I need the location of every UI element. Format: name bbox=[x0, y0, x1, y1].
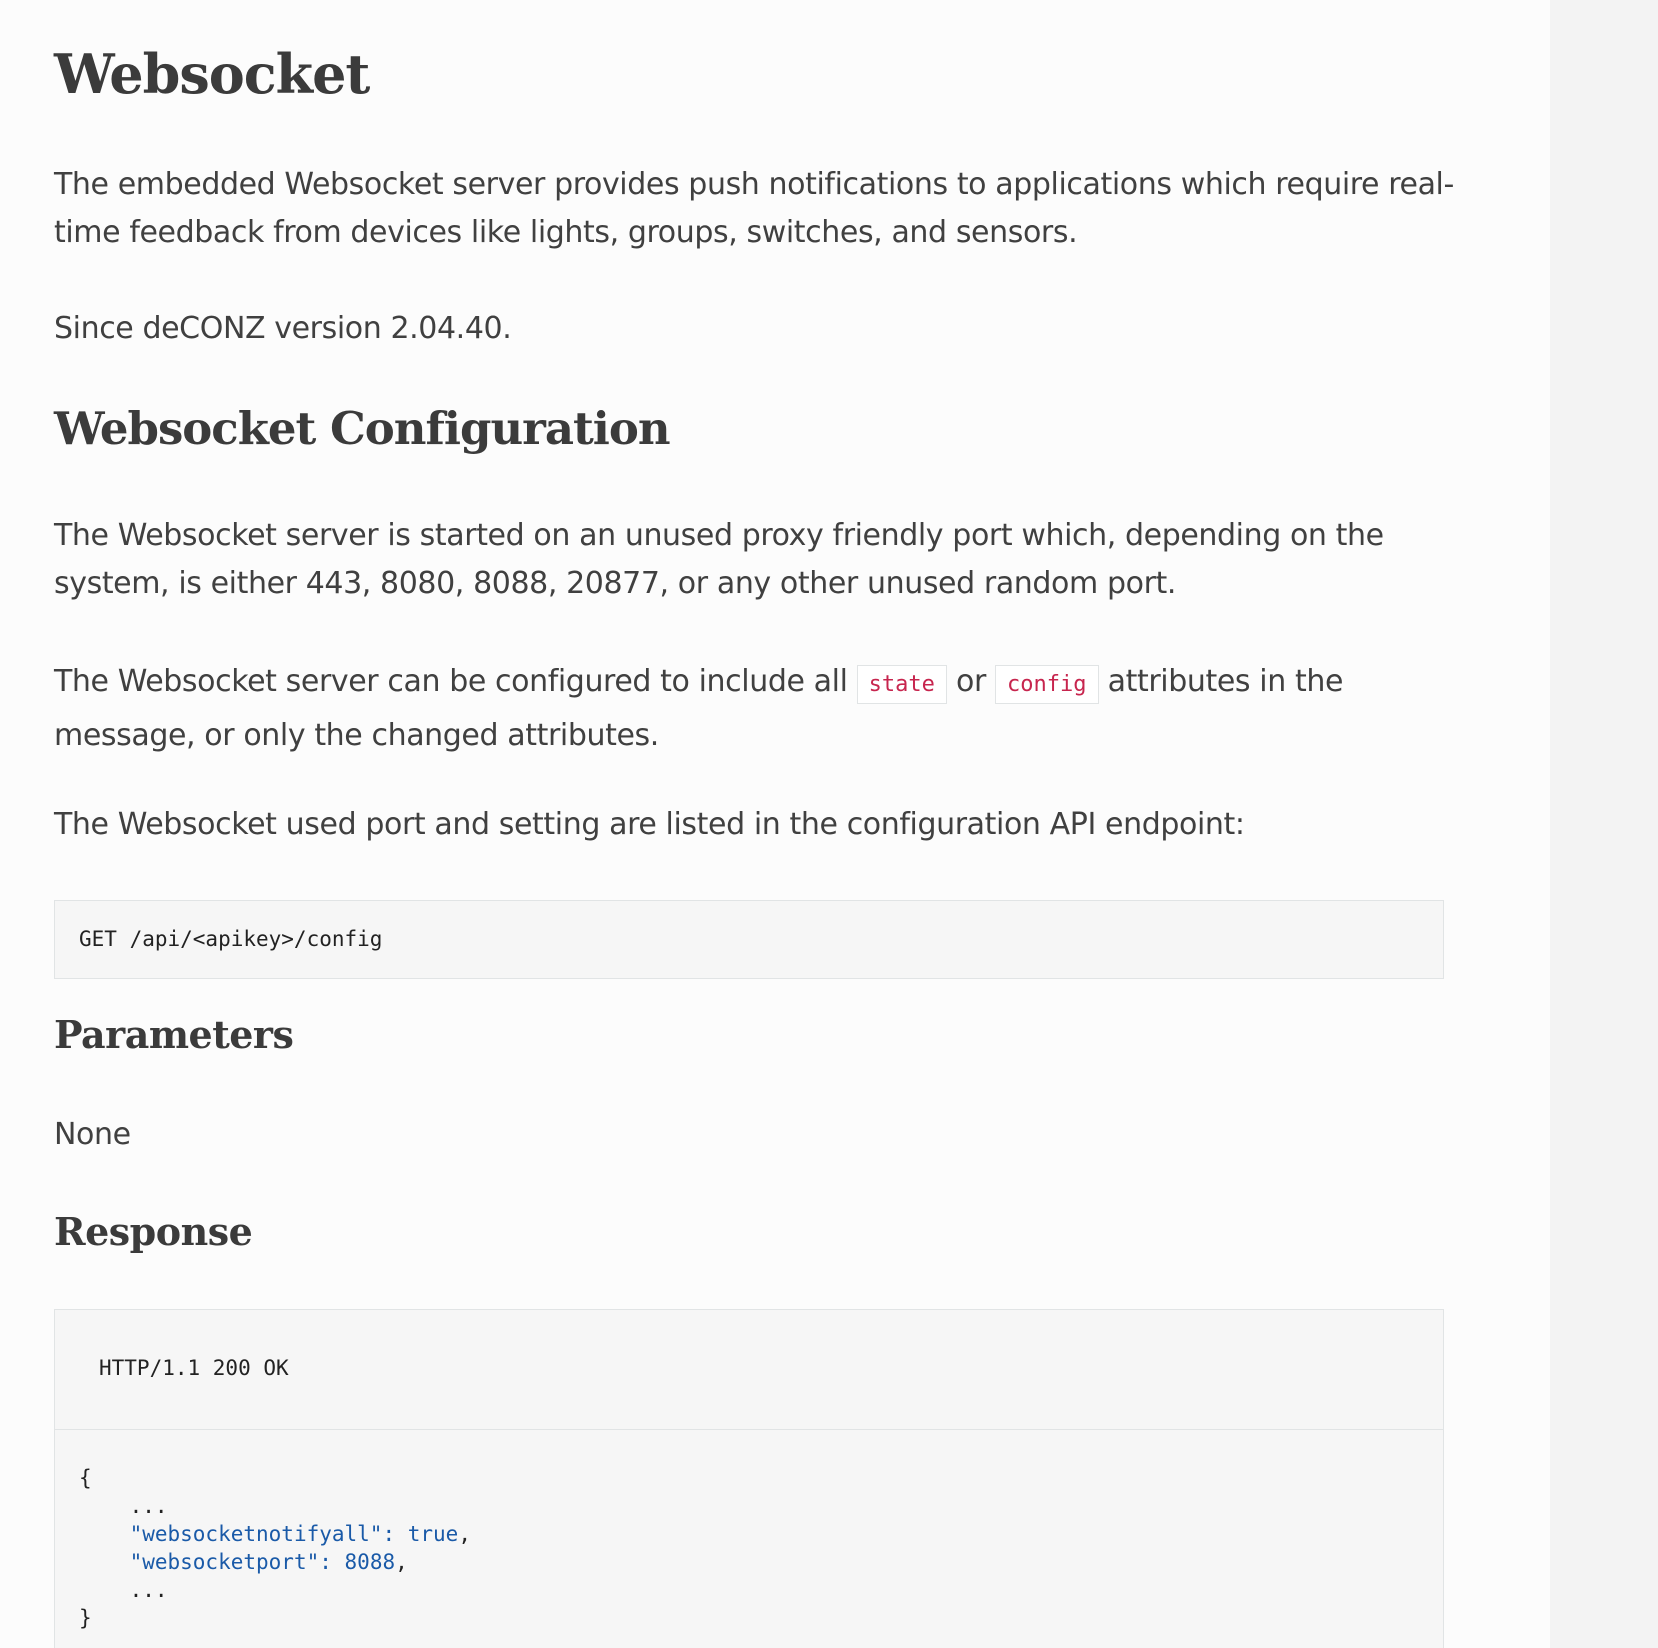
request-line: GET /api/<apikey>/config bbox=[79, 927, 383, 951]
response-code-block bbox=[54, 1309, 1444, 1648]
endpoint-paragraph: The Websocket used port and setting are listed in the configuration API endpoint: bbox=[54, 807, 1245, 842]
json-ellipsis-bottom: ... bbox=[129, 1578, 168, 1602]
intro-paragraph: The embedded Websocket server provides push notifications to applications which require real-time feedback from devices like lights, groups, switches, and sensors. bbox=[54, 167, 1454, 250]
json-key-websocketnotifyall: "websocketnotifyall" bbox=[129, 1522, 383, 1546]
config-heading: Websocket Configuration bbox=[54, 402, 670, 455]
json-value-websocketport: 8088 bbox=[344, 1550, 396, 1574]
page-title: Websocket bbox=[54, 42, 370, 106]
right-sidebar-gutter bbox=[1550, 0, 1658, 1648]
port-paragraph: The Websocket server is started on an unused proxy friendly port which, depending on the system, is either 443, 8080, 8088, 20877, or any other unused random port. bbox=[54, 518, 1384, 601]
json-close-brace: } bbox=[79, 1606, 92, 1630]
config-code: config bbox=[995, 665, 1098, 704]
attributes-text-before: The Websocket server can be configured to include all bbox=[54, 664, 857, 699]
attributes-text-between: or bbox=[946, 664, 996, 699]
json-open-brace: { bbox=[79, 1466, 92, 1490]
response-status bbox=[55, 1310, 1443, 1430]
attributes-paragraph bbox=[54, 656, 1454, 761]
state-code: state bbox=[857, 665, 947, 704]
attributes-text-after: attributes in the message, or only the changed attributes. bbox=[54, 664, 1344, 753]
response-heading: Response bbox=[54, 1209, 253, 1254]
response-body: { ... "websocketnotifyall": true, "websocketport": 8088, ... } bbox=[79, 1466, 471, 1630]
version-note: Since deCONZ version 2.04.40. bbox=[54, 311, 512, 346]
json-ellipsis-top: ... bbox=[129, 1494, 168, 1518]
request-code-block bbox=[54, 900, 1444, 979]
json-key-websocketport: "websocketport" bbox=[129, 1550, 320, 1574]
parameters-heading: Parameters bbox=[54, 1012, 294, 1057]
json-value-websocketnotifyall: true bbox=[407, 1522, 459, 1546]
parameters-value: None bbox=[54, 1117, 131, 1152]
response-status-line: HTTP/1.1 200 OK bbox=[99, 1356, 289, 1380]
